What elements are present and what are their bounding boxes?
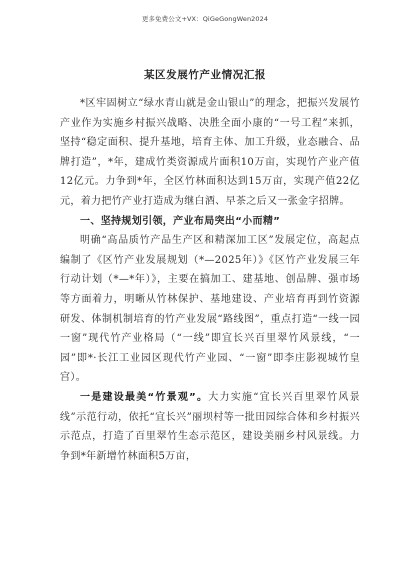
section-paragraph-2 xyxy=(60,388,360,466)
subheading-text: 大力实施“宜长兴百里翠竹风景线”示范行动，依托“宜长兴”丽坝村等一批田园综合体和乡村振兴示范点，打造了百里翠竹生态示范区，建设美丽乡村风景线。力争到*年新增竹林面积5万亩， xyxy=(60,391,360,462)
intro-paragraph: *区牢固树立“绿水青山就是金山银山”的理念，把振兴发展竹产业作为实施乡村振兴战略、决胜全面小康的“一号工程”来抓，坚持“稳定面积、提升基地，培育主体、加工升级，业态融合、品牌打造”，*年，建成竹类资源成片面积10万亩，实现竹产业产值12亿元。力争到*年，全区竹林面积达到15万亩，实现产值22亿元，着力把竹产业打造成为继白酒、早茶之后又一张金字招牌。 xyxy=(60,98,360,207)
subheading-bold: 一是建设最美“竹景观”。 xyxy=(80,391,209,403)
section-paragraph: 明确“高品质竹产品生产区和精深加工区”发展定位，高起点编制了《区竹产业发展规划（*—2025年）》《区竹产业发展三年行动计划（*—*年）》，主要在搞加工、建基地、创品牌、强市场等方面着力，明晰从竹林保护、基地建设、产业培育再到竹资源研发、体制机制培育的竹产业发展“路线图”，重点打造“一线一园一窗”现代竹产业格局（“一线”即宜长兴百里翠竹风景线，“一园”即*·长江工业园区现代竹产业园、“一窗”即李庄影视城竹皇宫）。 xyxy=(60,235,360,384)
section-heading: 一、坚持规划引领，产业布局突出“小而精” xyxy=(80,215,281,227)
page-header: 更多免费公文+VX：QiGeGongWen2024 xyxy=(141,15,269,23)
document-body xyxy=(60,94,360,466)
document-title: 某区发展竹产业情况汇报 xyxy=(143,69,267,81)
